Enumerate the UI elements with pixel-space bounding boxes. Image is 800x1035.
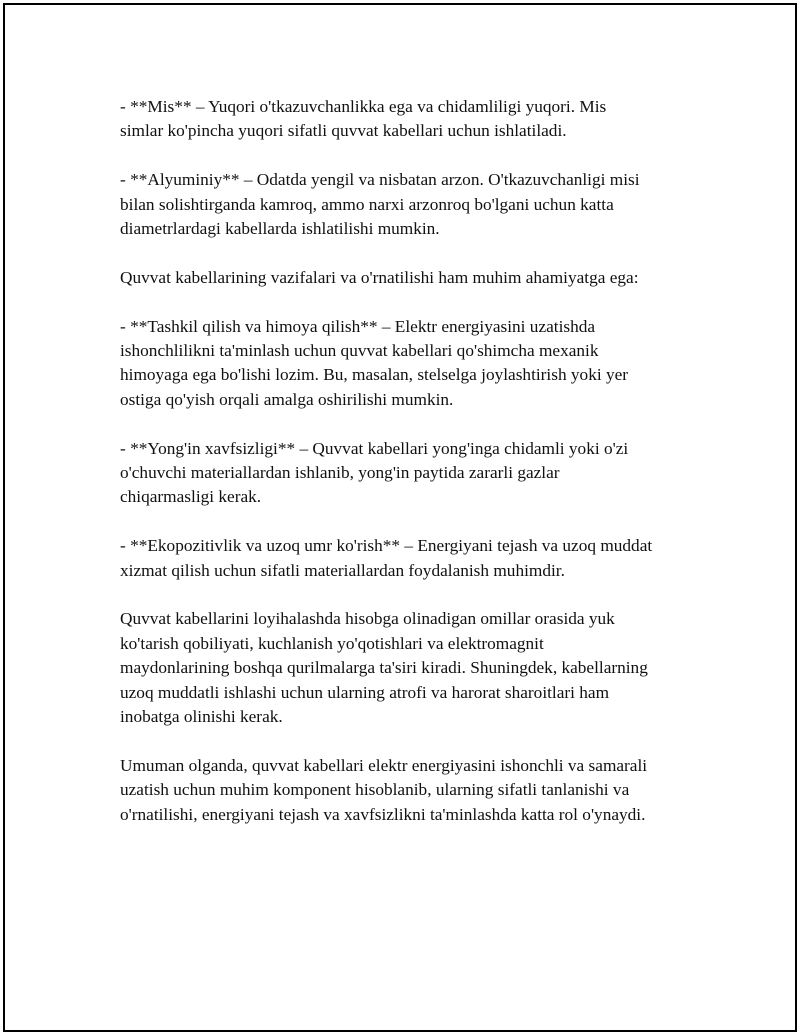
paragraph-aluminum: - **Alyuminiy** – Odatda yengil va nisbatan arzon. O'tkazuvchanligi misi bilan solishtirganda kamroq, ammo narxi arzonroq bo'lgani uchun katta diametrlardagi kabellarda ishlatilishi mumkin.: [120, 170, 640, 239]
document-body: [120, 95, 695, 851]
paragraph-eco-longevity: - **Ekopozitivlik va uzoq umr ko'rish** – Energiyani tejash va uzoq muddat xizmat qilish uchun sifatli materiallardan foydalanish muhimdir.: [120, 536, 653, 580]
paragraph-functions-intro: Quvvat kabellarining vazifalari va o'rnatilishi ham muhim ahamiyatga ega:: [120, 267, 639, 287]
paragraph-conclusion: Umuman olganda, quvvat kabellari elektr energiyasini ishonchli va samarali uzatish uchun muhim komponent hisoblanib, ularning sifatli tanlanishi va o'rnatilishi, energiyani tejash va xavfsizlikni ta'minlashda katta rol o'ynaydi.: [120, 755, 648, 824]
page-frame: [3, 3, 797, 1032]
paragraph-fire-safety: - **Yong'in xavfsizligi** – Quvvat kabellari yong'inga chidamli yoki o'zi o'chuvchi materiallardan ishlanib, yong'in paytida zararli gazlar chiqarmasligi kerak.: [120, 438, 629, 507]
paragraph-copper: - **Mis** – Yuqori o'tkazuvchanlikka ega va chidamliligi yuqori. Mis simlar ko'pincha yuqori sifatli quvvat kabellari uchun ishlatiladi.: [120, 97, 607, 141]
paragraph-design-factors: Quvvat kabellarini loyihalashda hisobga olinadigan omillar orasida yuk ko'tarish qobiliyati, kuchlanish yo'qotishlari va elektromagnit maydonlarining boshqa qurilmalarga ta'siri kiradi. Shuningdek, kabellarning uzoq muddatli ishlashi uchun ularning atrofi va harorat sharoitlari ham inobatga olinishi kerak.: [120, 609, 648, 727]
paragraph-organization-protection: - **Tashkil qilish va himoya qilish** – Elektr energiyasini uzatishda ishonchlilikni ta'minlash uchun quvvat kabellari qo'shimcha mexanik himoyaga ega bo'lishi lozim. Bu, masalan, stelselga joylashtirish yoki yer ostiga qo'yish orqali amalga oshirilishi mumkin.: [120, 316, 629, 409]
